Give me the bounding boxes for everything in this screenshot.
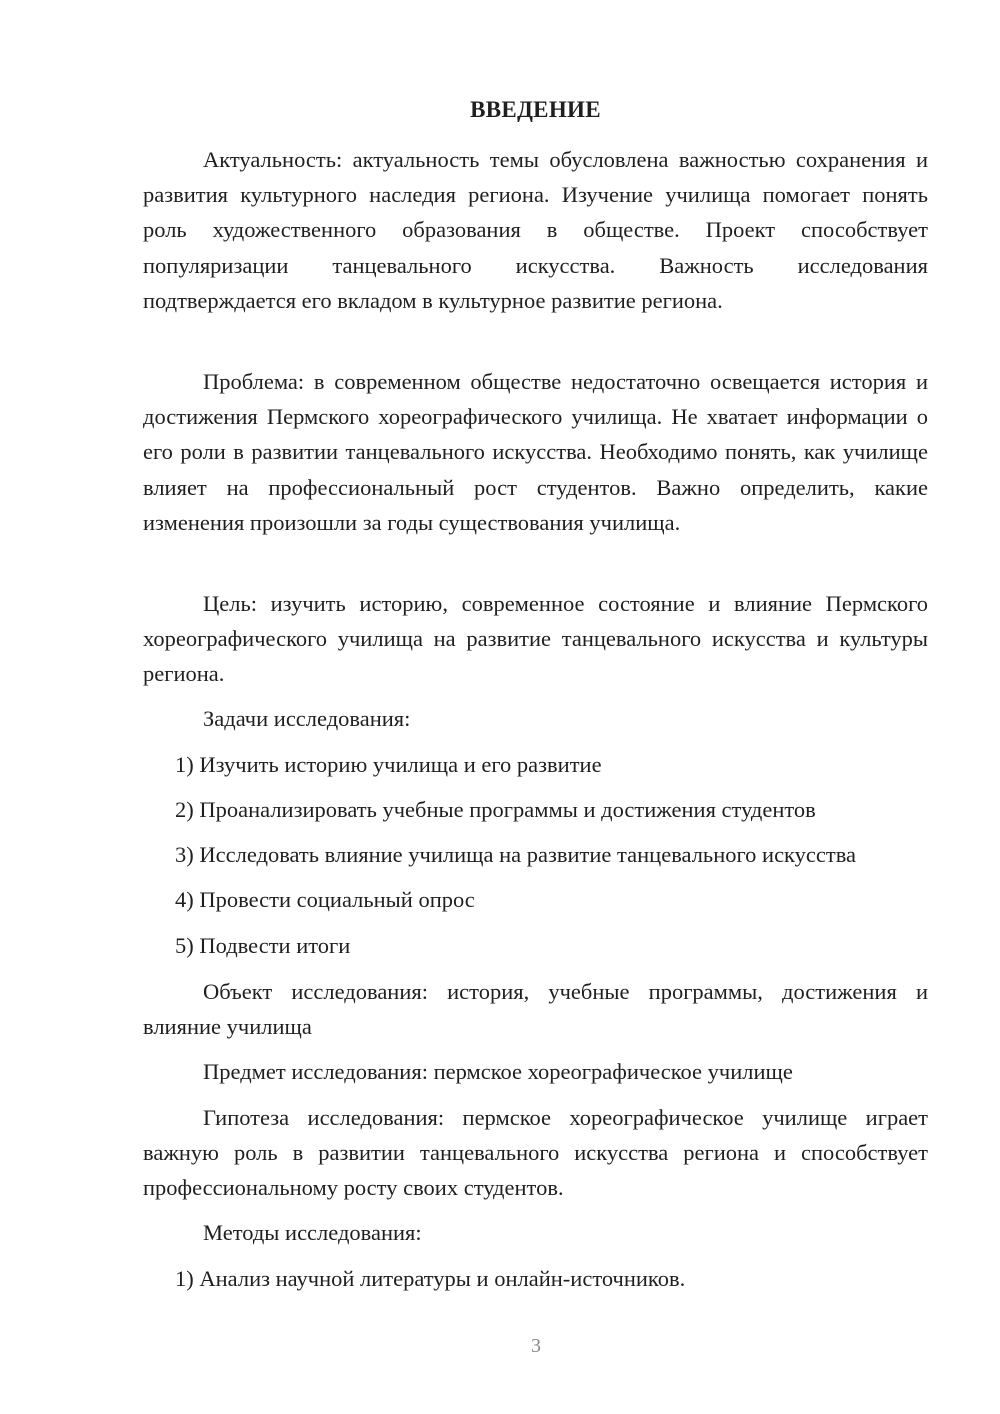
methods-heading: Методы исследования: xyxy=(203,1220,422,1245)
task-item: 2) Проанализировать учебные программы и достижения студентов xyxy=(175,797,816,822)
page-title: ВВЕДЕНИЕ xyxy=(470,97,601,122)
task-item: 5) Подвести итоги xyxy=(175,933,351,958)
page-number: 3 xyxy=(531,1335,541,1357)
task-item: 1) Изучить историю училища и его развитие xyxy=(175,752,602,777)
goal-paragraph: Цель: изучить историю, современное состояние и влияние Пермского хореографического училища на развитие танцевального искусства и культуры региона. xyxy=(143,591,928,687)
method-item: 1) Анализ научной литературы и онлайн-источников. xyxy=(175,1266,686,1291)
tasks-heading: Задачи исследования: xyxy=(203,706,411,731)
subject-paragraph: Предмет исследования: пермское хореографическое училище xyxy=(203,1059,793,1084)
task-item: 3) Исследовать влияние училища на развитие танцевального искусства xyxy=(175,842,857,867)
problem-paragraph: Проблема: в современном обществе недостаточно освещается история и достижения Пермского хореографического училища. Не хватает информации о его роли в развитии танцевального искусства. Необходимо понять, как училище влияет на профессиональный рост студентов. Важно определить, какие изменения произошли за годы существования училища. xyxy=(143,369,928,535)
hypothesis-paragraph: Гипотеза исследования: пермское хореографическое училище играет важную роль в развитии танцевального искусства региона и способствует профессиональному росту своих студентов. xyxy=(143,1105,928,1201)
task-item: 4) Провести социальный опрос xyxy=(175,887,475,912)
object-paragraph: Объект исследования: история, учебные программы, достижения и влияние училища xyxy=(143,979,928,1040)
relevance-paragraph: Актуальность: актуальность темы обусловлена важностью сохранения и развития культурного наследия региона. Изучение училища помогает понять роль художественного образования в обществе. Проект способствует популяризации танцевального искусства. Важность исследования подтверждается его вкладом в культурное развитие региона. xyxy=(143,147,928,313)
